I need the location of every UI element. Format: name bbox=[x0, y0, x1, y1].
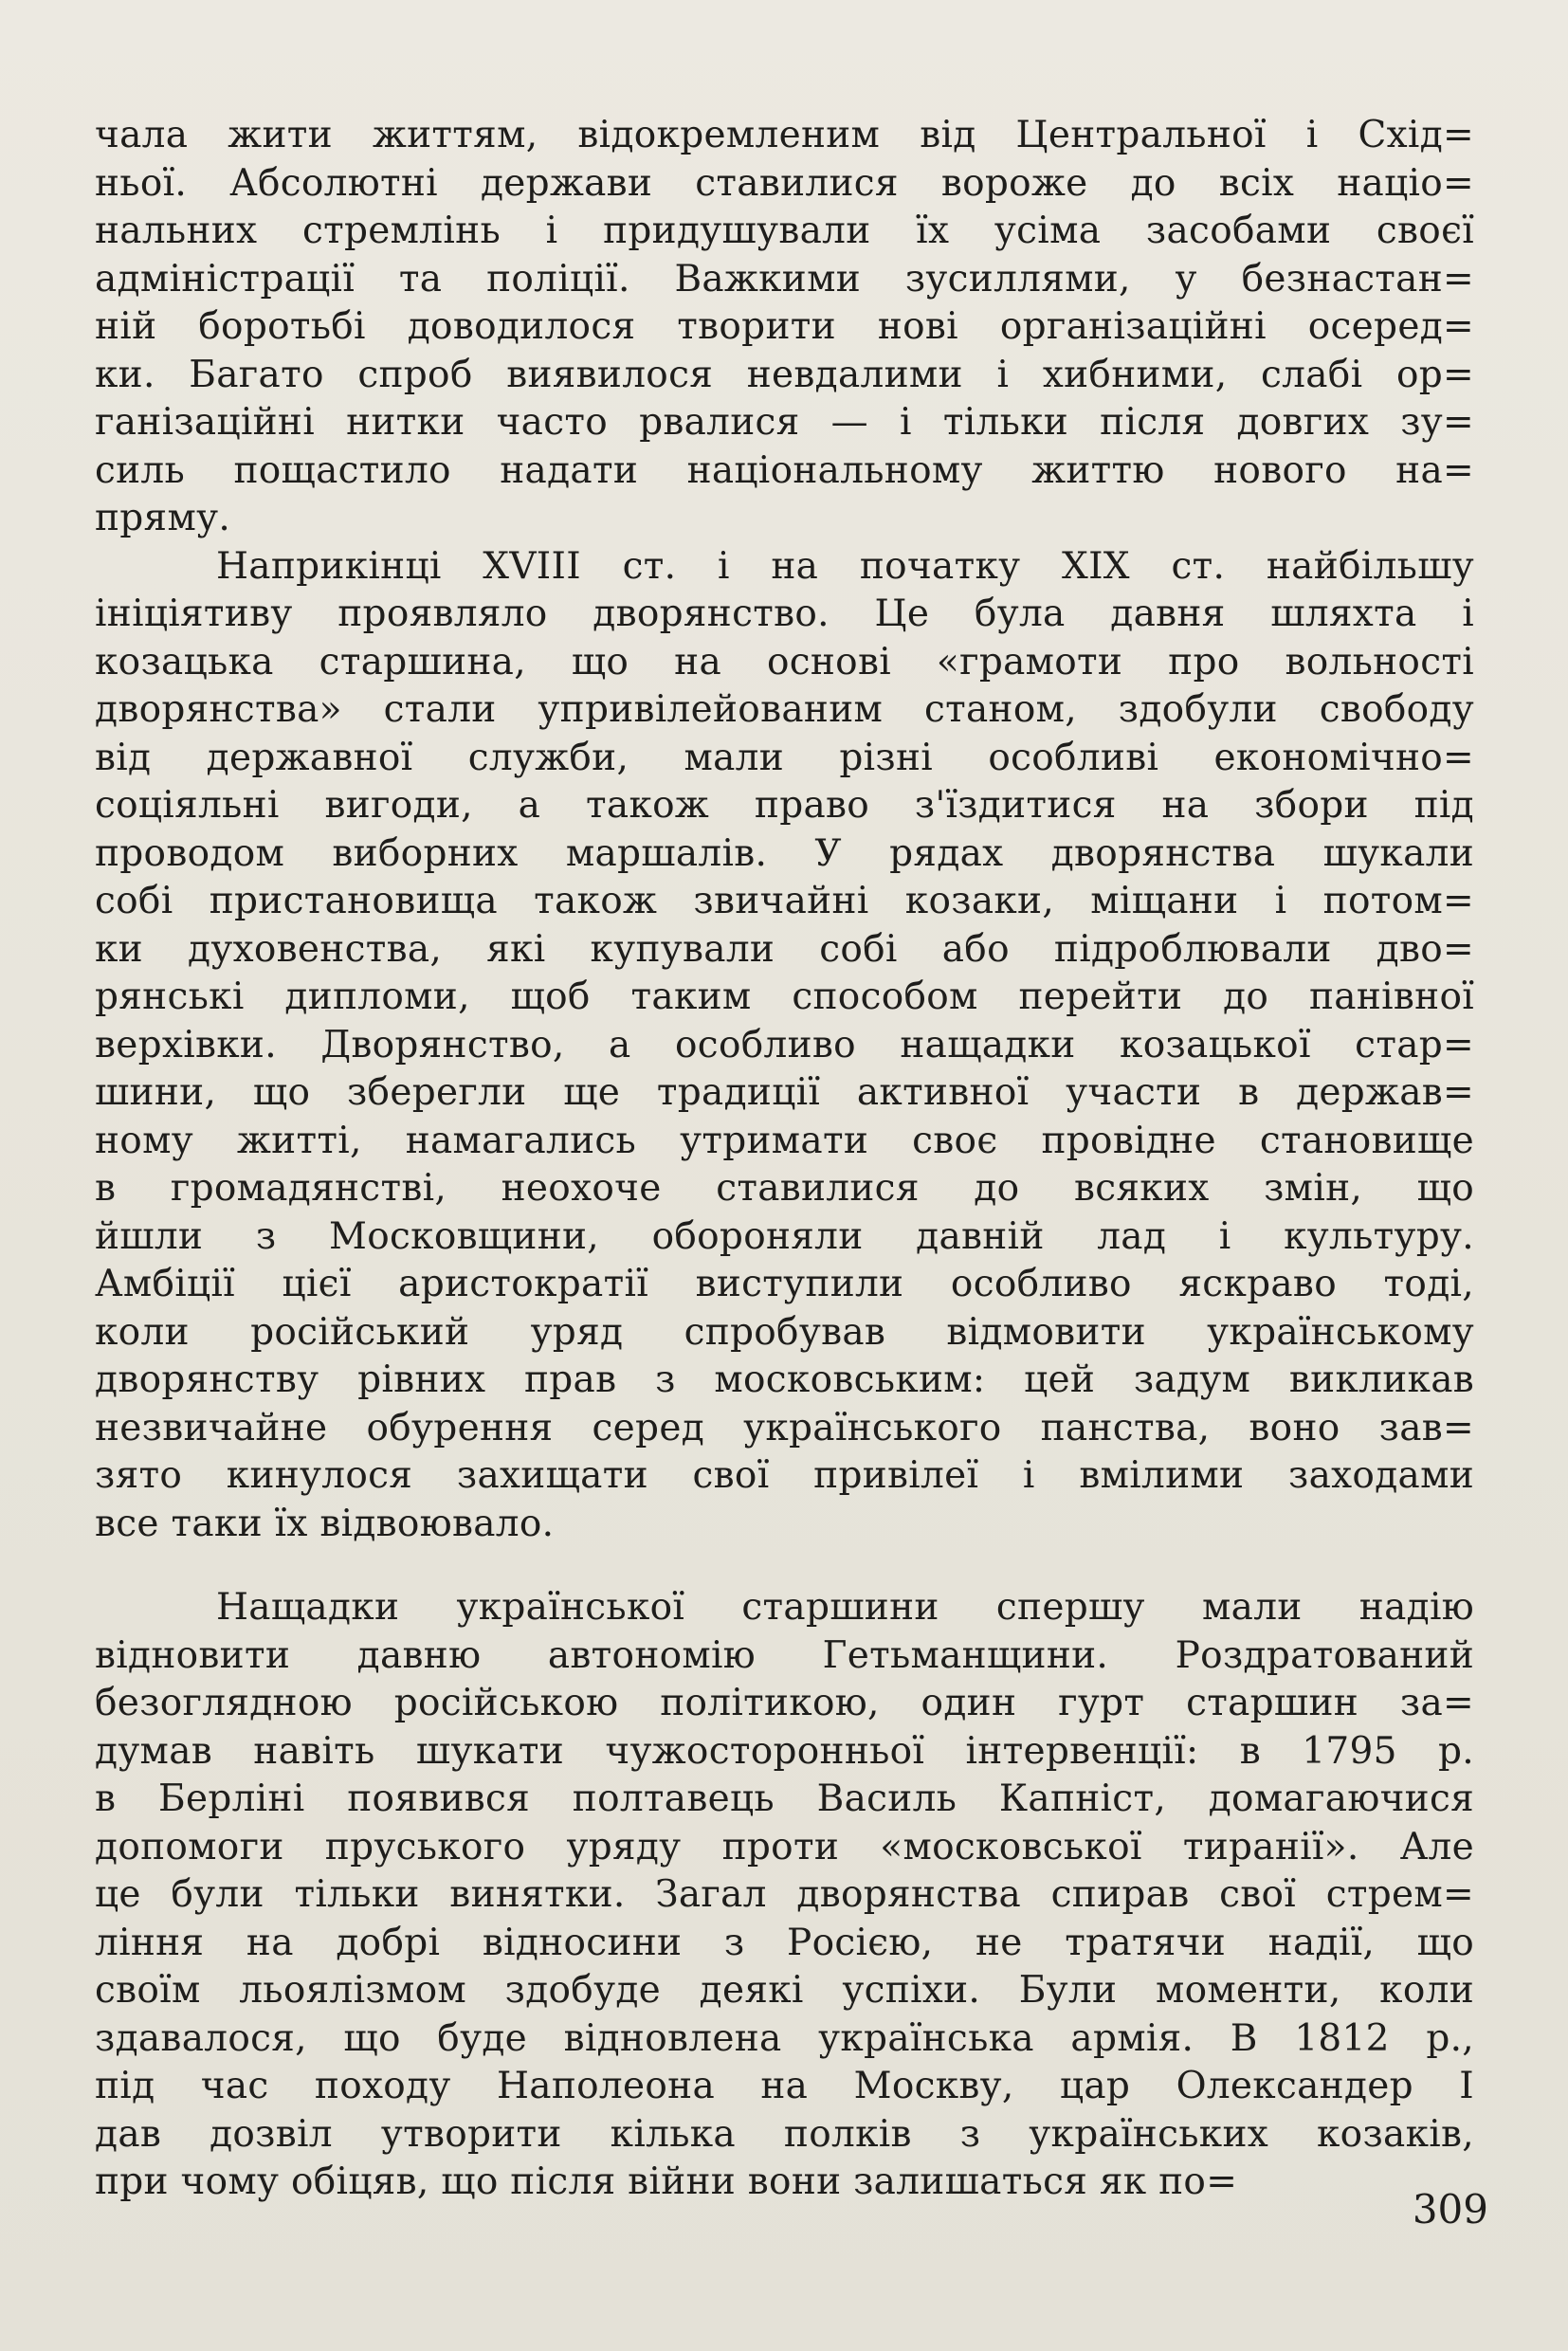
text-line: дворянству рівних прав з московським: цей задум викликав bbox=[95, 1358, 1474, 1401]
text-line: ганізаційні нитки часто рвалися — і тільки після довгих зу= bbox=[95, 401, 1474, 444]
text-line: це були тільки винятки. Загал дворянства спирав свої стрем= bbox=[95, 1873, 1474, 1916]
text-line: чала жити життям, відокремленим від Центральної і Схід= bbox=[95, 114, 1474, 156]
text-line: відновити давню автономію Гетьманщини. Роздратований bbox=[95, 1633, 1474, 1677]
text-line: нальних стремлінь і придушували їх усіма засобами своєї bbox=[95, 210, 1474, 252]
text-line: при чому обіцяв, що після війни вони залишаться як по= bbox=[95, 2160, 1238, 2203]
text-line: думав навіть шукати чужосторонньої інтервенції: в 1795 р. bbox=[95, 1729, 1474, 1773]
text-line: дав дозвіл утворити кілька полків з українських козаків, bbox=[95, 2112, 1474, 2156]
text-line: Амбіції цієї аристократії виступили особливо яскраво тоді, bbox=[95, 1263, 1474, 1305]
text-line: верхівки. Дворянство, а особливо нащадки козацької стар= bbox=[95, 1023, 1474, 1066]
text-line: ініціятиву проявляло дворянство. Це була давня шляхта і bbox=[95, 592, 1474, 635]
text-line: адміністрації та поліції. Важкими зусиллями, у безнастан= bbox=[95, 257, 1474, 301]
text-line: незвичайне обурення серед українського панства, воно зав= bbox=[95, 1406, 1474, 1449]
text-line: своїм льоялізмом здобуде деякі успіхи. Були моменти, коли bbox=[95, 1969, 1474, 2012]
paragraph-gap bbox=[95, 1548, 1474, 1584]
text-line: ки. Багато спроб виявилося невдалими і хибними, слабі ор= bbox=[95, 353, 1474, 396]
text-line: ки духовенства, які купували собі або підроблювали дво= bbox=[95, 927, 1474, 971]
text-line: проводом виборних маршалів. У рядах дворянства шукали bbox=[95, 831, 1474, 875]
text-line: ління на добрі відносини з Росією, не тратячи надії, що bbox=[95, 1921, 1474, 1964]
text-line: йшли з Московщини, обороняли давній лад і культуру. bbox=[95, 1214, 1474, 1258]
page-text bbox=[95, 112, 1474, 2207]
page-number: 309 bbox=[1412, 2186, 1488, 2233]
text-line: Нащадки української старшини спершу мали надію bbox=[216, 1586, 1474, 1629]
text-line: ньої. Абсолютні держави ставилися вороже до всіх націо= bbox=[95, 161, 1474, 205]
text-line: здавалося, що буде відновлена українська армія. В 1812 р., bbox=[95, 2016, 1474, 2060]
paragraph bbox=[95, 112, 1474, 543]
text-line: від державної служби, мали різні особливі економічно= bbox=[95, 736, 1474, 779]
text-line: безоглядною російською політикою, один гурт старшин за= bbox=[95, 1682, 1474, 1724]
text-line: все таки їх відвоювало. bbox=[95, 1502, 555, 1545]
text-line: собі пристановища також звичайні козаки, міщани і потом= bbox=[95, 880, 1474, 922]
text-line: козацька старшина, що на основі «грамоти про вольності bbox=[95, 640, 1474, 683]
text-line: соціяльні вигоди, а також право з'їздитися на збори під bbox=[95, 784, 1474, 827]
text-line: в Берліні появився полтавець Василь Капніст, домагаючися bbox=[95, 1777, 1474, 1820]
paragraph bbox=[95, 543, 1474, 1549]
text-line: зято кинулося захищати свої привілеї і вмілими заходами bbox=[95, 1454, 1474, 1497]
text-line: під час походу Наполеона на Москву, цар Олександер I bbox=[95, 2065, 1474, 2107]
text-line: рянські дипломи, щоб таким способом перейти до панівної bbox=[95, 975, 1474, 1018]
text-line: дворянства» стали упривілейованим станом, здобули свободу bbox=[95, 688, 1474, 731]
text-line: допомоги пруського уряду проти «московської тиранії». Але bbox=[95, 1825, 1474, 1868]
text-line: Наприкінці XVIII ст. і на початку XIX ст. найбільшу bbox=[216, 544, 1474, 588]
text-line: коли російський уряд спробував відмовити українському bbox=[95, 1310, 1474, 1354]
text-line: шини, що зберегли ще традиції активної участи в держав= bbox=[95, 1071, 1474, 1114]
text-line: силь пощастило надати національному життю нового на= bbox=[95, 448, 1474, 492]
paragraph bbox=[95, 1584, 1474, 2207]
text-line: ному житті, намагались утримати своє провідне становище bbox=[95, 1119, 1474, 1162]
text-line: ній боротьбі доводилося творити нові організаційні осеред= bbox=[95, 305, 1474, 348]
text-line: в громадянстві, неохоче ставилися до всяких змін, що bbox=[95, 1167, 1474, 1210]
text-line: пряму. bbox=[95, 497, 231, 539]
